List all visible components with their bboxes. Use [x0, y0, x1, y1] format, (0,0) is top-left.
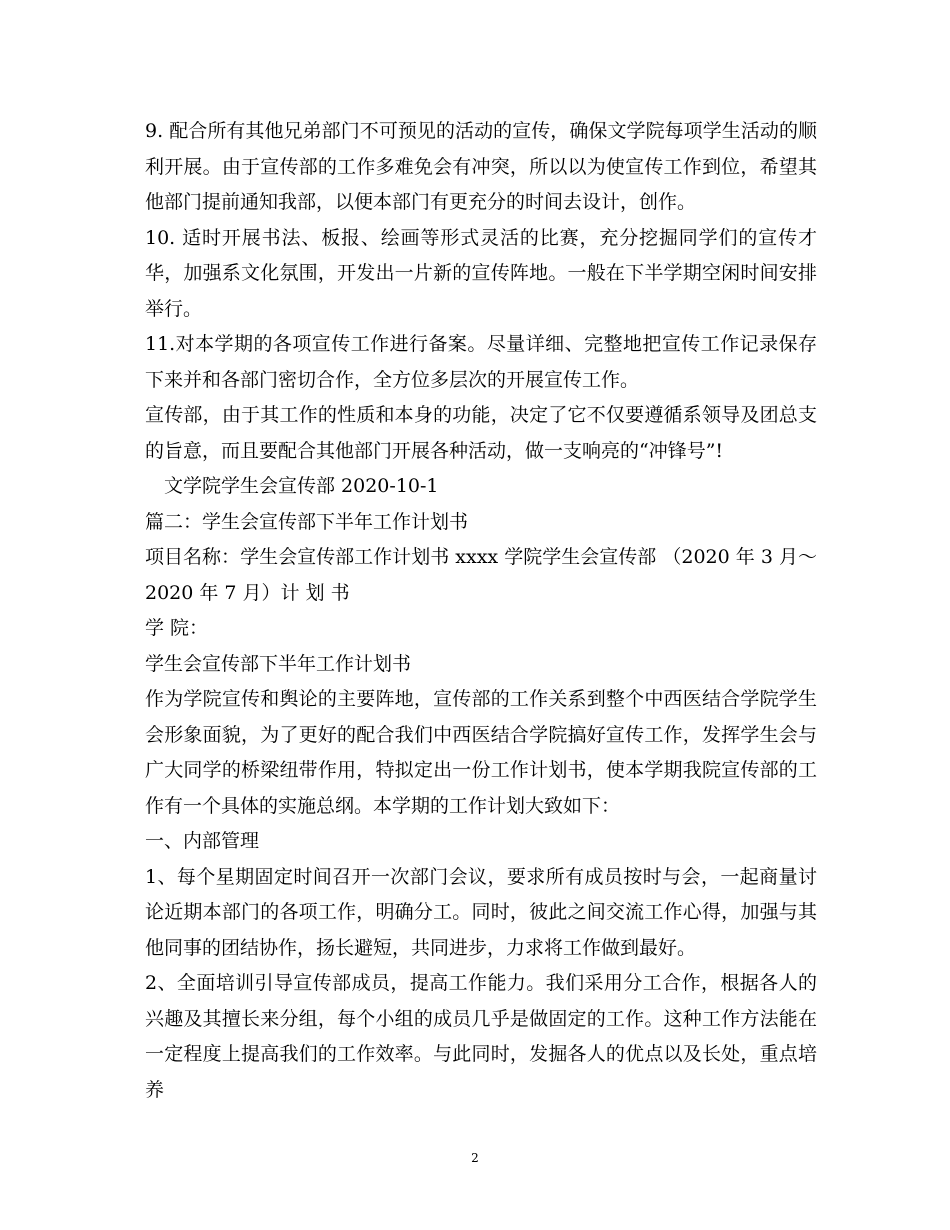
project-name-line: 项目名称：学生会宣传部工作计划书 xxxx 学院学生会宣传部 （2020 年 3 月～2020 年 7 月）计 划 书	[145, 546, 817, 604]
paragraph-item-2: 2、全面培训引导宣传部成员，提高工作能力。我们采用分工合作，根据各人的兴趣及其擅长来分组，每个小组的成员几乎是做固定的工作。这种工作方法能在一定程度上提高我们的工作效率。与此同时，发掘各人的优点以及长处，重点培养	[145, 972, 817, 1101]
college-line: 学 院：	[145, 617, 209, 639]
section-heading-part-two: 篇二：学生会宣传部下半年工作计划书	[145, 510, 469, 533]
paragraph-item-10: 10. 适时开展书法、板报、绘画等形式灵活的比赛，充分挖掘同学们的宣传才华，加强系文化氛围，开发出一片新的宣传阵地。一般在下半学期空闲时间安排举行。	[145, 226, 817, 320]
page-number: 2	[471, 1151, 479, 1165]
paragraph-item-9: 9. 配合所有其他兄弟部门不可预见的活动的宣传，确保文学院每项学生活动的顺利开展。由于宣传部的工作多难免会有冲突，所以以为使宣传工作到位，希望其他部门提前通知我部，以便本部门有更充分的时间去设计，创作。	[145, 120, 817, 213]
paragraph-publicity-summary: 宣传部，由于其工作的性质和本身的功能，决定了它不仅要遵循系领导及团总支的旨意，而且要配合其他部门开展各种活动，做一支响亮的“冲锋号”!	[145, 404, 817, 462]
plan-title: 学生会宣传部下半年工作计划书	[145, 652, 412, 675]
signature-line: 文学院学生会宣传部 2020-10-1	[164, 475, 439, 497]
document-body	[145, 114, 817, 1108]
paragraph-item-11: 11.对本学期的各项宣传工作进行备案。尽量详细、完整地把宣传工作记录保存下来并和各部门密切合作，全方位多层次的开展宣传工作。	[145, 333, 817, 391]
paragraph-item-1: 1、每个星期固定时间召开一次部门会议，要求所有成员按时与会，一起商量讨论近期本部门的各项工作，明确分工。同时，彼此之间交流工作心得，加强与其他同事的团结协作，扬长避短，共同进步，力求将工作做到最好。	[145, 865, 817, 959]
paragraph-introduction: 作为学院宣传和舆论的主要阵地，宣传部的工作关系到整个中西医结合学院学生会形象面貌，为了更好的配合我们中西医结合学院搞好宣传工作，发挥学生会与广大同学的桥梁纽带作用，特拟定出一份工作计划书，使本学期我院宣传部的工作有一个具体的实施总纲。本学期的工作计划大致如下：	[145, 688, 817, 817]
subheading-internal-management: 一、内部管理	[145, 830, 260, 852]
